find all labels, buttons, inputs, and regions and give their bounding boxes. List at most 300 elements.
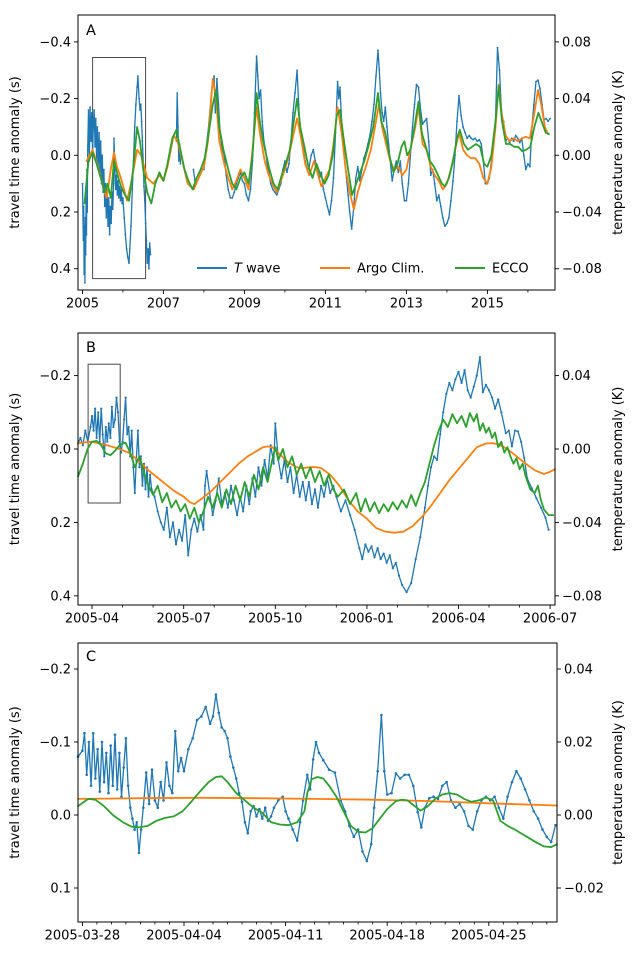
data-point-t-wave [554, 824, 557, 827]
data-point-t-wave [448, 382, 450, 384]
x-tick-label: 2006-01 [339, 611, 395, 627]
data-point-t-wave [312, 758, 315, 761]
data-point-t-wave [370, 545, 372, 547]
data-point-t-wave [233, 499, 235, 501]
x-tick-label: 2005-04 [64, 611, 120, 627]
y-right-tick-label: 0.04 [564, 662, 593, 678]
data-point-t-wave [353, 836, 356, 839]
data-point-t-wave [93, 120, 95, 122]
data-point-t-wave [441, 785, 444, 788]
data-point-t-wave [139, 109, 141, 111]
data-point-t-wave [127, 785, 130, 788]
data-point-t-wave [398, 575, 400, 577]
data-point-t-wave [533, 810, 536, 813]
data-point-t-wave [523, 154, 525, 156]
data-point-t-wave [89, 106, 91, 108]
data-point-t-wave [515, 770, 518, 773]
data-point-t-wave [420, 826, 423, 829]
data-point-t-wave [491, 397, 493, 399]
y-left-tick-label: 0.4 [50, 589, 71, 605]
data-point-t-wave [274, 422, 276, 424]
data-point-t-wave [84, 430, 86, 432]
data-point-t-wave [214, 112, 216, 114]
data-point-t-wave [102, 433, 104, 435]
data-point-t-wave [178, 160, 180, 162]
data-point-t-wave [134, 126, 136, 128]
data-point-t-wave [314, 488, 316, 490]
series-line-argo-clim [87, 79, 549, 209]
y-right-tick-label: 0.04 [562, 369, 591, 385]
y-axis-title-left: travel time anomaly (s) [8, 392, 23, 546]
y-left-tick-label: 0.4 [50, 262, 71, 278]
data-point-t-wave [424, 507, 426, 509]
data-point-t-wave [488, 389, 490, 391]
data-point-t-wave [128, 262, 130, 264]
data-point-t-wave [178, 529, 180, 531]
data-point-t-wave [444, 225, 446, 227]
data-point-t-wave [498, 806, 501, 809]
data-point-t-wave [270, 815, 273, 818]
data-point-t-wave [107, 792, 110, 795]
data-point-t-wave [329, 214, 331, 216]
data-point-t-wave [175, 543, 177, 545]
y-left-tick-label: −0.4 [39, 35, 71, 51]
data-point-t-wave [383, 553, 385, 555]
data-point-t-wave [142, 140, 144, 142]
data-point-t-wave [166, 507, 168, 509]
data-point-t-wave [131, 189, 133, 191]
data-point-t-wave [357, 166, 359, 168]
data-point-t-wave [550, 841, 553, 844]
data-point-t-wave [126, 248, 128, 250]
data-point-t-wave [383, 120, 385, 122]
data-point-t-wave [375, 75, 377, 77]
data-point-t-wave [452, 180, 454, 182]
data-point-t-wave [401, 183, 403, 185]
data-point-t-wave [373, 103, 375, 105]
data-point-t-wave [123, 419, 125, 421]
data-point-t-wave [535, 497, 537, 499]
data-point-t-wave [122, 197, 124, 199]
data-point-t-wave [474, 137, 476, 139]
data-point-t-wave [97, 411, 99, 413]
data-point-t-wave [464, 369, 466, 371]
data-point-t-wave [190, 529, 192, 531]
data-point-t-wave [115, 189, 117, 191]
data-point-t-wave [416, 811, 419, 814]
data-point-t-wave [438, 194, 440, 196]
data-point-t-wave [472, 828, 475, 831]
data-point-t-wave [187, 748, 190, 751]
data-point-t-wave [422, 123, 424, 125]
data-point-t-wave [331, 200, 333, 202]
data-point-t-wave [410, 582, 412, 584]
data-point-t-wave [296, 69, 298, 71]
data-point-t-wave [315, 741, 318, 744]
data-point-t-wave [247, 832, 250, 835]
data-point-t-wave [349, 211, 351, 213]
data-point-t-wave [220, 726, 223, 729]
x-tick-label: 2006-04 [431, 611, 486, 627]
data-point-t-wave [287, 817, 290, 820]
data-point-t-wave [448, 217, 450, 219]
y-left-tick-label: −0.2 [39, 662, 71, 678]
legend-label: Argo Clim. [357, 261, 425, 277]
data-point-t-wave [84, 225, 86, 227]
data-point-t-wave [242, 510, 244, 512]
data-point-t-wave [117, 411, 119, 413]
data-point-t-wave [273, 463, 275, 465]
data-point-t-wave [82, 240, 84, 242]
data-point-t-wave [79, 437, 81, 439]
data-point-t-wave [223, 730, 226, 733]
data-point-t-wave [82, 444, 84, 446]
data-point-t-wave [191, 737, 194, 740]
data-point-t-wave [260, 485, 262, 487]
x-tick-label: 2005-03-28 [44, 928, 121, 944]
data-point-t-wave [412, 126, 414, 128]
series-line-t-wave [204, 48, 550, 229]
data-point-t-wave [339, 86, 341, 88]
series-line-t-wave [193, 170, 195, 181]
data-point-t-wave [476, 140, 478, 142]
data-point-t-wave [141, 120, 143, 122]
data-point-t-wave [327, 206, 329, 208]
data-point-t-wave [458, 95, 460, 97]
data-point-t-wave [485, 384, 487, 386]
data-point-t-wave [328, 768, 331, 771]
data-point-t-wave [320, 485, 322, 487]
data-point-t-wave [535, 81, 537, 83]
data-point-t-wave [288, 163, 290, 165]
data-point-t-wave [212, 514, 214, 516]
data-point-t-wave [386, 793, 389, 796]
data-point-t-wave [371, 120, 373, 122]
data-point-t-wave [500, 411, 502, 413]
data-point-t-wave [261, 120, 263, 122]
y-left-tick-label: 0.0 [50, 808, 71, 824]
data-point-t-wave [395, 772, 398, 775]
data-point-t-wave [323, 189, 325, 191]
data-point-t-wave [196, 719, 199, 722]
data-point-t-wave [373, 556, 375, 558]
data-point-t-wave [105, 217, 107, 219]
x-tick-label: 2009 [227, 296, 261, 312]
data-point-t-wave [249, 810, 252, 813]
data-point-t-wave [108, 197, 110, 199]
data-point-t-wave [464, 132, 466, 134]
data-point-t-wave [109, 234, 111, 236]
data-point-t-wave [84, 282, 86, 284]
data-point-t-wave [144, 200, 146, 202]
data-point-t-wave [187, 554, 189, 556]
data-point-t-wave [439, 433, 441, 435]
data-point-t-wave [338, 98, 340, 100]
data-point-t-wave [246, 194, 248, 196]
data-point-t-wave [380, 714, 383, 717]
legend-label: T wave [234, 261, 281, 277]
data-point-t-wave [502, 817, 505, 820]
data-point-t-wave [264, 459, 266, 461]
data-point-t-wave [470, 137, 472, 139]
data-point-t-wave [215, 693, 218, 696]
data-point-t-wave [94, 408, 96, 410]
data-point-t-wave [432, 795, 435, 798]
data-point-t-wave [241, 801, 244, 804]
data-point-t-wave [414, 103, 416, 105]
data-point-t-wave [84, 217, 86, 219]
data-point-t-wave [233, 191, 235, 193]
data-point-t-wave [145, 223, 147, 225]
panel-letter: A [86, 23, 96, 39]
data-point-t-wave [292, 112, 294, 114]
y-right-tick-label: 0.00 [562, 148, 591, 164]
y-left-tick-label: 0.0 [50, 148, 71, 164]
data-point-t-wave [456, 120, 458, 122]
data-point-t-wave [511, 781, 514, 784]
y-right-tick-label: −0.02 [564, 881, 604, 897]
y-right-tick-label: 0.02 [564, 735, 593, 751]
data-point-t-wave [299, 496, 301, 498]
data-point-t-wave [517, 137, 519, 139]
data-point-t-wave [146, 262, 148, 264]
data-point-t-wave [206, 470, 208, 472]
data-point-t-wave [144, 488, 146, 490]
data-point-t-wave [318, 752, 321, 755]
data-point-t-wave [104, 206, 106, 208]
data-point-t-wave [541, 828, 544, 831]
y-right-tick-label: −0.04 [562, 515, 602, 531]
data-point-t-wave [213, 75, 215, 77]
data-point-t-wave [131, 817, 134, 820]
data-point-t-wave [163, 529, 165, 531]
data-point-t-wave [384, 106, 386, 108]
data-point-t-wave [344, 499, 346, 501]
panel-c [8, 643, 626, 944]
data-point-t-wave [277, 799, 280, 802]
data-point-t-wave [258, 98, 260, 100]
data-point-t-wave [103, 781, 106, 784]
data-point-t-wave [547, 120, 549, 122]
x-tick-label: 2015 [470, 296, 504, 312]
data-point-t-wave [138, 852, 141, 855]
data-point-t-wave [544, 517, 546, 519]
data-point-t-wave [312, 149, 314, 151]
data-point-t-wave [476, 810, 479, 813]
legend-label: ECCO [492, 261, 529, 277]
data-point-t-wave [137, 430, 139, 432]
data-point-t-wave [537, 79, 539, 81]
zoom-region-box [88, 364, 120, 503]
data-point-t-wave [415, 558, 417, 560]
data-point-t-wave [116, 788, 119, 791]
data-point-t-wave [129, 248, 131, 250]
data-point-t-wave [177, 770, 180, 773]
x-tick-label: 2005 [65, 296, 100, 312]
y-left-tick-label: 0.1 [50, 881, 71, 897]
data-point-t-wave [123, 217, 125, 219]
data-point-t-wave [184, 514, 186, 516]
data-point-t-wave [479, 356, 481, 358]
data-point-t-wave [472, 139, 474, 141]
x-tick-label: 2005-04-25 [451, 928, 527, 944]
data-point-t-wave [428, 797, 431, 800]
data-point-t-wave [462, 126, 464, 128]
data-point-t-wave [230, 485, 232, 487]
data-point-t-wave [401, 584, 403, 586]
data-point-t-wave [88, 109, 90, 111]
data-point-t-wave [508, 430, 510, 432]
x-tick-label: 2007 [146, 296, 180, 312]
data-point-t-wave [430, 174, 432, 176]
data-point-t-wave [457, 371, 459, 373]
data-point-t-wave [517, 430, 519, 432]
data-point-t-wave [280, 477, 282, 479]
data-point-t-wave [209, 722, 212, 725]
data-point-t-wave [149, 242, 151, 244]
data-point-t-wave [376, 770, 379, 773]
x-tick-label: 2006-07 [522, 611, 578, 627]
data-point-t-wave [91, 112, 93, 114]
data-point-t-wave [193, 518, 195, 520]
data-point-t-wave [159, 781, 162, 784]
x-tick-label: 2005-10 [248, 611, 303, 627]
panel-b [8, 333, 626, 627]
data-point-t-wave [294, 92, 296, 94]
data-point-t-wave [172, 521, 174, 523]
y-axis-title-right: temperature anomaly (K) [611, 700, 626, 865]
data-point-t-wave [260, 89, 262, 91]
data-point-t-wave [389, 554, 391, 556]
data-point-t-wave [256, 55, 258, 57]
data-point-t-wave [168, 785, 171, 788]
data-point-t-wave [150, 254, 152, 256]
data-point-t-wave [151, 768, 154, 771]
data-point-t-wave [136, 821, 139, 824]
data-point-t-wave [216, 78, 218, 80]
data-point-t-wave [105, 426, 107, 428]
data-point-t-wave [317, 507, 319, 509]
x-tick-label: 2005-04-18 [349, 928, 425, 944]
data-point-t-wave [378, 69, 380, 71]
axes-frame [78, 643, 557, 922]
data-point-t-wave [408, 183, 410, 185]
data-point-t-wave [377, 547, 379, 549]
data-point-t-wave [418, 86, 420, 88]
data-point-t-wave [528, 799, 531, 802]
data-point-t-wave [361, 850, 364, 853]
data-point-t-wave [136, 86, 138, 88]
data-point-t-wave [340, 510, 342, 512]
data-point-t-wave [386, 126, 388, 128]
data-point-t-wave [442, 217, 444, 219]
data-point-t-wave [147, 496, 149, 498]
data-point-t-wave [143, 186, 145, 188]
data-point-t-wave [494, 408, 496, 410]
data-point-t-wave [445, 393, 447, 395]
data-point-t-wave [533, 103, 535, 105]
data-point-t-wave [226, 737, 229, 740]
data-point-t-wave [454, 806, 457, 809]
data-point-t-wave [540, 507, 542, 509]
data-point-t-wave [257, 466, 259, 468]
data-point-t-wave [497, 398, 499, 400]
data-point-t-wave [109, 437, 111, 439]
data-point-t-wave [147, 248, 149, 250]
y-axis-title-left: travel time anomaly (s) [8, 76, 23, 229]
data-point-t-wave [440, 206, 442, 208]
data-point-t-wave [399, 777, 402, 780]
data-point-t-wave [95, 118, 97, 120]
data-point-t-wave [482, 391, 484, 393]
data-point-t-wave [83, 206, 85, 208]
data-point-t-wave [463, 810, 466, 813]
data-point-t-wave [403, 774, 406, 777]
data-point-t-wave [461, 382, 463, 384]
panel-a [8, 15, 626, 312]
x-tick-label: 2005-04-04 [146, 928, 222, 944]
data-point-t-wave [468, 135, 470, 137]
data-point-t-wave [480, 143, 482, 145]
data-point-t-wave [426, 118, 428, 120]
data-point-t-wave [200, 715, 203, 718]
data-point-t-wave [399, 160, 401, 162]
data-point-t-wave [81, 749, 84, 752]
data-point-t-wave [141, 485, 143, 487]
data-point-t-wave [325, 197, 327, 199]
data-point-t-wave [112, 785, 115, 788]
data-point-t-wave [177, 126, 179, 128]
y-right-tick-label: −0.08 [562, 262, 602, 278]
data-point-t-wave [236, 514, 238, 516]
data-point-t-wave [85, 254, 87, 256]
data-point-t-wave [183, 770, 186, 773]
data-point-t-wave [497, 47, 499, 49]
data-point-t-wave [322, 759, 325, 762]
data-point-t-wave [272, 189, 274, 191]
data-point-t-wave [93, 109, 95, 111]
data-point-t-wave [244, 821, 247, 824]
data-point-t-wave [105, 183, 107, 185]
data-point-t-wave [112, 426, 114, 428]
data-point-t-wave [229, 755, 232, 758]
data-point-t-wave [470, 397, 472, 399]
data-point-t-wave [118, 752, 121, 755]
data-point-t-wave [424, 120, 426, 122]
data-point-t-wave [103, 455, 105, 457]
data-point-t-wave [373, 806, 376, 809]
data-point-t-wave [380, 558, 382, 560]
data-point-t-wave [406, 200, 408, 202]
data-point-t-wave [397, 171, 399, 173]
y-axis-title-left: travel time anomaly (s) [8, 706, 23, 859]
y-right-tick-label: 0.04 [562, 92, 591, 108]
data-point-t-wave [86, 234, 88, 236]
data-point-t-wave [381, 112, 383, 114]
data-point-t-wave [130, 225, 132, 227]
data-point-t-wave [227, 507, 229, 509]
x-tick-label: 2005-04-11 [247, 928, 324, 944]
data-point-t-wave [126, 433, 128, 435]
data-point-t-wave [146, 240, 148, 242]
data-point-t-wave [235, 777, 238, 780]
data-point-t-wave [154, 799, 157, 802]
data-point-t-wave [257, 75, 259, 77]
data-point-t-wave [537, 817, 540, 820]
data-point-t-wave [366, 860, 369, 863]
data-point-t-wave [511, 445, 513, 447]
data-point-t-wave [101, 741, 104, 744]
